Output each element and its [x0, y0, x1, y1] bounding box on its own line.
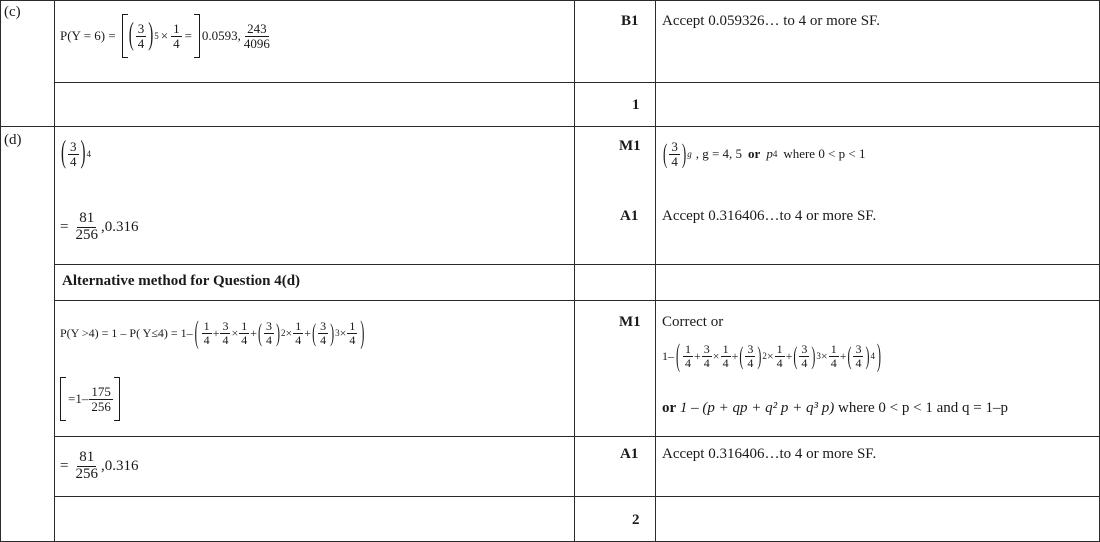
fraction-1-over-4: $\frac{1}{4}$ — [173, 20, 180, 51]
fraction-243-over-4096: $\frac{243}{4096}$ — [243, 20, 270, 51]
total-d: 2 — [632, 512, 640, 528]
row-line-alt-start — [54, 300, 1100, 301]
fraction-175-over-256: $\frac{175}{256}$ — [91, 383, 111, 414]
alt-answer: = $\frac{81}{256}$ ,0.316 — [60, 449, 139, 482]
guidance-alt-expression: 1– ( $\frac{1}{4}$ + $\frac{3}{4}$ × $\frac{1}{4}$ + ( $\frac{3}{4}$ ) 2 × $\frac{1}{4}$ + ( $\frac{3}{4}$ ) 3 × $\frac{1}{4}$ + ( $\frac{3}{4}$ ) 4 ) — [662, 336, 881, 373]
row-line-d-start — [0, 126, 1100, 127]
fraction-81-over-256: $\frac{81}{256}$ — [75, 449, 98, 482]
part-label-c: (c) — [4, 4, 21, 20]
mark-c-b1: B1 — [621, 13, 639, 29]
alt-expression: P(Y >4) = 1 – P( Y≤4) = 1– ( $\frac{1}{4}$ + $\frac{3}{4}$ × $\frac{1}{4}$ + ( $\frac{3}{4}$ ) 2 × $\frac{1}{4}$ + ( $\frac{3}{4}$ ) 3 × $\frac{1}{4}$ ) — [60, 313, 365, 350]
part-d-expression: ( $\frac{3}{4}$ ) 4 — [61, 136, 91, 170]
part-c-expression: P(Y = 6) = ( $\frac{3}{4}$ ) 5 × $\frac{1}{4}$ = 0.0593, $\frac{243}{4096}$ — [60, 14, 273, 58]
mark-alt-m1: M1 — [619, 314, 641, 330]
guidance-alt-a1: Accept 0.316406…to 4 or more SF. — [662, 446, 877, 462]
row-line-alt-heading — [54, 264, 1100, 265]
guidance-c: Accept 0.059326… to 4 or more SF. — [662, 13, 880, 29]
mark-alt-a1: A1 — [620, 446, 639, 462]
row-line-alt-a1 — [54, 436, 1100, 437]
left-square-bracket — [122, 14, 128, 58]
row-line-top — [0, 0, 1100, 1]
guidance-alt-or-line: or 1 – (p + qp + q² p + q³ p) where 0 < p < 1 and q = 1–p — [662, 400, 1008, 416]
total-c: 1 — [632, 97, 640, 113]
mark-d-a1: A1 — [620, 208, 639, 224]
right-square-bracket — [194, 14, 200, 58]
border-left — [0, 0, 1, 542]
part-label-d: (d) — [4, 132, 22, 148]
fraction-3-over-4: $\frac{3}{4}$ — [671, 139, 678, 169]
guidance-d-m1: ( $\frac{3}{4}$ ) g , g = 4, 5 or p 4 where 0 < p < 1 — [663, 137, 866, 169]
row-line-c-total — [54, 82, 1100, 83]
mark-d-m1: M1 — [619, 138, 641, 154]
part-d-answer: = $\frac{81}{256}$ ,0.316 — [60, 210, 139, 243]
row-line-d-total — [54, 496, 1100, 497]
fraction-81-over-256: $\frac{81}{256}$ — [75, 210, 98, 243]
fraction-3-over-4: $\frac{3}{4}$ — [70, 139, 77, 169]
alt-bracket-value: =1– $\frac{175}{256}$ — [60, 377, 120, 426]
alternative-method-heading: Alternative method for Question 4(d) — [62, 273, 301, 289]
guidance-d-a1: Accept 0.316406…to 4 or more SF. — [662, 208, 877, 224]
guidance-alt-correct-or: Correct or — [662, 314, 724, 330]
fraction-3-over-4: $\frac{3}{4}$ — [137, 20, 145, 51]
